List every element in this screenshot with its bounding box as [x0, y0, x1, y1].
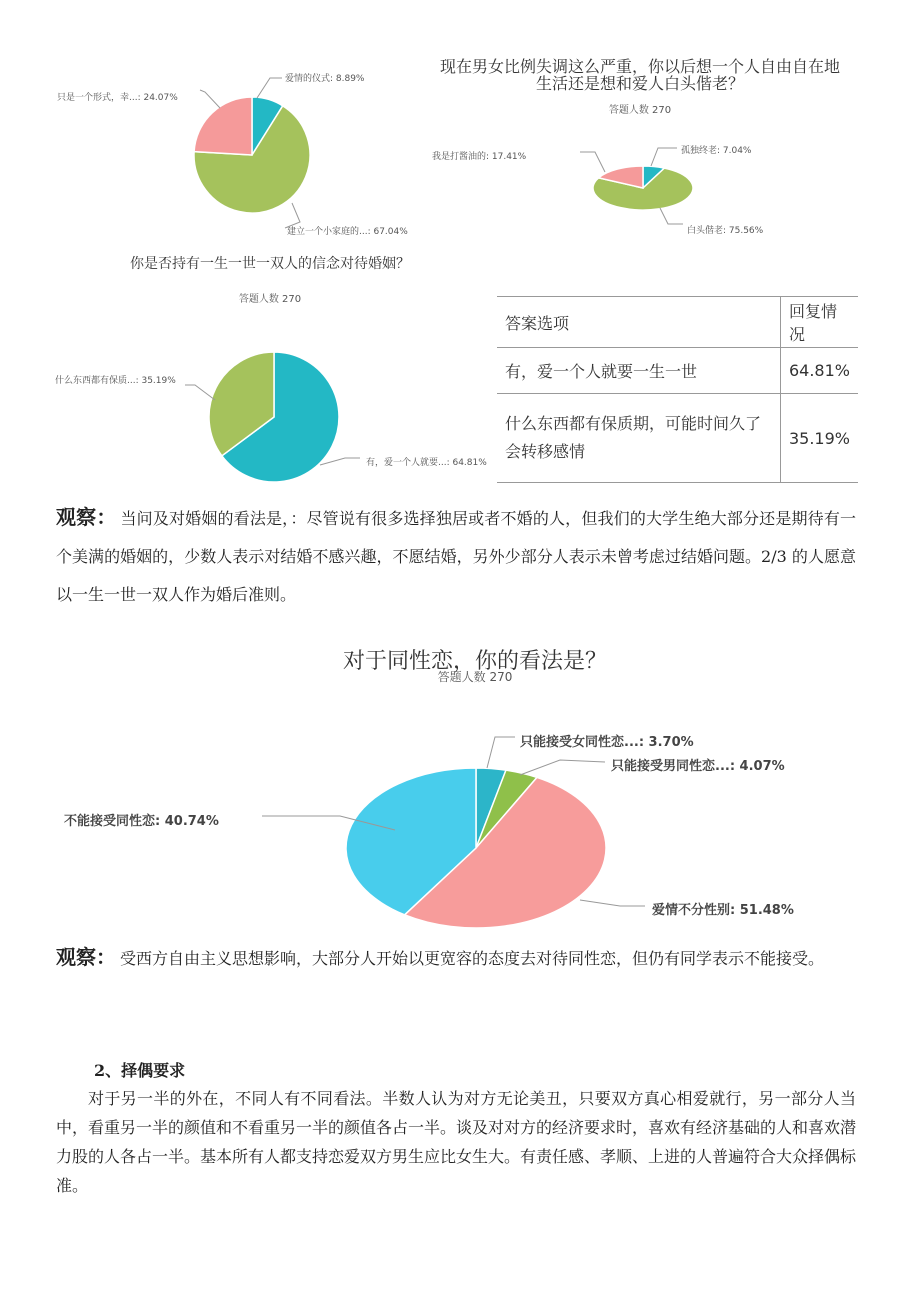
- pie-chart-living-preference: [580, 160, 710, 220]
- table-cell-option: 有，爱一个人就要一生一世: [497, 348, 780, 394]
- table-cell-option-line2: 会转移感情: [505, 442, 586, 461]
- section-paragraph: 对于另一半的外在，不同人有不同看法。半数人认为对方无论美丑，只要双方真心相爱就行，另一部分人当中，看重另一半的颜值和不看重另一半的颜值各占一半。谈及对对方的经济要求时，喜欢有经济基础的人和喜欢潜力股的人各占一半。基本所有人都支持恋爱双方男生应比女生大。有责任感、孝顺、上进的人普遍符合大众择偶标准。: [56, 1089, 857, 1195]
- pie2-label-alone: 孤独终老: 7.04%: [681, 146, 752, 156]
- leader-line: [257, 78, 282, 98]
- pie-slice: [194, 97, 252, 155]
- table-header-value: 回复情况: [780, 297, 858, 348]
- leader-line: [580, 900, 645, 906]
- leader-line: [200, 90, 220, 108]
- pie2-label-unsure: 我是打酱油的: 17.41%: [432, 152, 527, 162]
- pie3-subtitle: 答题人数 270: [238, 294, 302, 305]
- pie3-title: 你是否持有一生一世一双人的信念对待婚姻？: [130, 256, 410, 272]
- pie1-label-ritual: 爱情的仪式: 8.89%: [285, 74, 365, 84]
- pie2-label-together: 白头偕老: 75.56%: [687, 226, 764, 236]
- leader-line: [320, 458, 360, 465]
- table-row: [497, 348, 858, 394]
- pie1-label-formality: 只是一个形式，幸...: 24.07%: [57, 93, 178, 103]
- pie4-subtitle: 答题人数 270: [437, 670, 513, 684]
- pie1-label-family: 建立一个小家庭的...: 67.04%: [287, 227, 408, 237]
- pie3-label-expiry: 什么东西都有保质...: 35.19%: [55, 376, 176, 386]
- leader-line: [487, 737, 515, 768]
- response-table: [497, 296, 858, 483]
- table-header-row: [497, 297, 858, 348]
- observation-text: 当问及对婚姻的看法是，：尽管说有很多选择独居或者不婚的人，但我们的大学生绝大部分还是期待有一个美满的婚姻的，少数人表示对结婚不感兴趣，不愿结婚，另外少部分人表示未曾考虑过结婚问题。2/3 的人愿意以一生一世一双人作为婚后准则。: [56, 509, 856, 604]
- table-row: [497, 394, 858, 483]
- pie4-title: 对于同性恋，你的看法是？: [342, 649, 607, 674]
- observation-tag: 观察：: [56, 945, 116, 969]
- leader-line: [660, 208, 683, 224]
- pie3-label-lifelong: 有，爱一个人就要...: 64.81%: [366, 458, 487, 468]
- section-heading: 2、择偶要求: [94, 1061, 186, 1080]
- table-header-option: 答案选项: [497, 297, 780, 348]
- observation-tag: 观察：: [56, 505, 117, 529]
- observation-homosexuality: [56, 938, 856, 978]
- leader-line: [185, 385, 215, 400]
- pie4-label-no-gender: 爱情不分性别: 51.48%: [652, 903, 794, 918]
- observation-text: 受西方自由主义思想影响，大部分人开始以更宽容的态度去对待同性恋，但仍有同学表示不能接受。: [120, 949, 825, 968]
- leader-line: [580, 152, 605, 172]
- pie4-label-male-only: 只能接受男同性恋...: 4.07%: [611, 759, 785, 774]
- table-cell-value: 64.81%: [780, 348, 858, 394]
- observation-marriage: [56, 498, 856, 614]
- table-cell-option-line1: 什么东西都有保质期，可能时间久了: [505, 414, 762, 433]
- pie2-subtitle: 答题人数 270: [608, 105, 672, 116]
- pie2-title: 现在男女比例失调这么严重，你以后想一个人自由自在地生活还是想和爱人白头偕老？: [440, 57, 841, 93]
- pie4-label-female-only: 只能接受女同性恋...: 3.70%: [520, 735, 694, 750]
- table-cell-value: 35.19%: [780, 394, 858, 483]
- pie-chart-marriage-meaning: [150, 60, 450, 250]
- leader-line: [520, 760, 605, 775]
- table-cell-option: [497, 394, 780, 483]
- leader-line: [651, 148, 677, 166]
- pie-chart-homosexuality: [250, 720, 670, 950]
- pie4-label-not-accept: 不能接受同性恋: 40.74%: [64, 814, 219, 829]
